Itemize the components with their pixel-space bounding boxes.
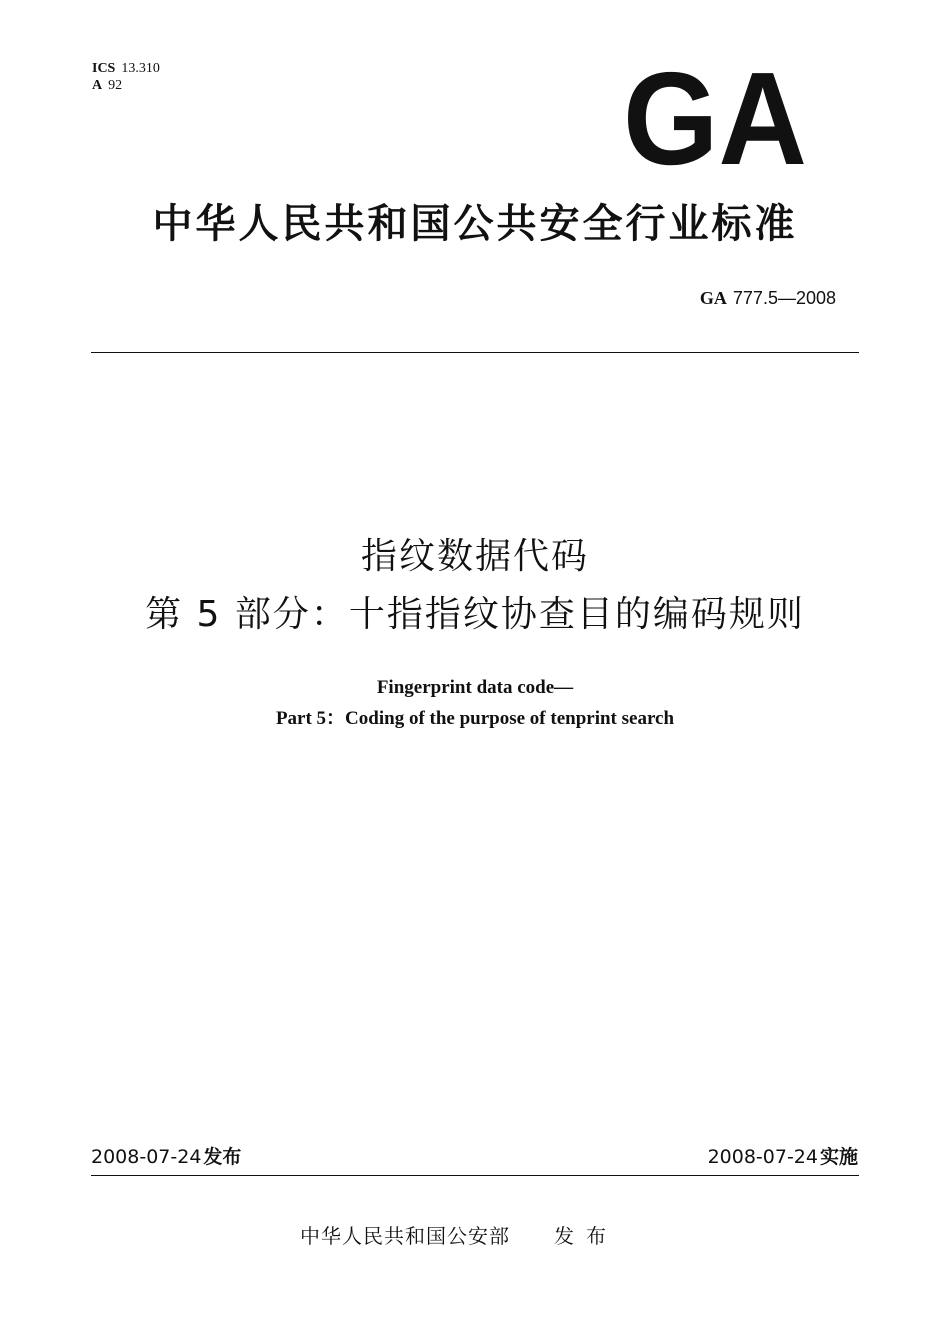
- ccs-label: A: [92, 78, 103, 93]
- title-cn-line2: 第 5 部分：十指指纹协查目的编码规则: [145, 594, 805, 635]
- title-cn-line1: 指纹数据代码: [360, 536, 589, 577]
- standard-number-value: 777.5—2008: [732, 288, 836, 308]
- classification-codes: [92, 60, 160, 94]
- title-en-line2: Part 5：Coding of the purpose of tenprint search: [275, 708, 675, 729]
- implement-date-label: 实施: [819, 1146, 858, 1168]
- standard-number: [700, 287, 836, 309]
- issue-date: [91, 1145, 241, 1169]
- publisher-name: 中华人民共和国公安部: [300, 1224, 510, 1248]
- implement-date-value: 2008-07-24: [707, 1146, 818, 1168]
- agency-title: 中华人民共和国公共安全行业标准: [152, 201, 798, 247]
- ics-value: 13.310: [121, 61, 160, 76]
- standard-prefix: GA: [699, 288, 727, 308]
- ics-label: ICS: [92, 61, 116, 76]
- ccs-value: 92: [108, 78, 123, 93]
- implement-date: [708, 1145, 858, 1169]
- ics-code: [92, 60, 160, 77]
- ccs-code: [92, 77, 160, 94]
- title-en-line1: Fingerprint data code—: [376, 677, 574, 698]
- issue-date-label: 发布: [203, 1146, 242, 1168]
- publisher: [300, 1222, 618, 1250]
- issue-date-value: 2008-07-24: [91, 1146, 202, 1168]
- publisher-action: 发布: [554, 1224, 618, 1248]
- ga-logo: [622, 64, 808, 168]
- bottom-divider: [91, 1175, 859, 1176]
- ga-logo-text: GA: [623, 64, 807, 168]
- top-divider: [91, 352, 859, 353]
